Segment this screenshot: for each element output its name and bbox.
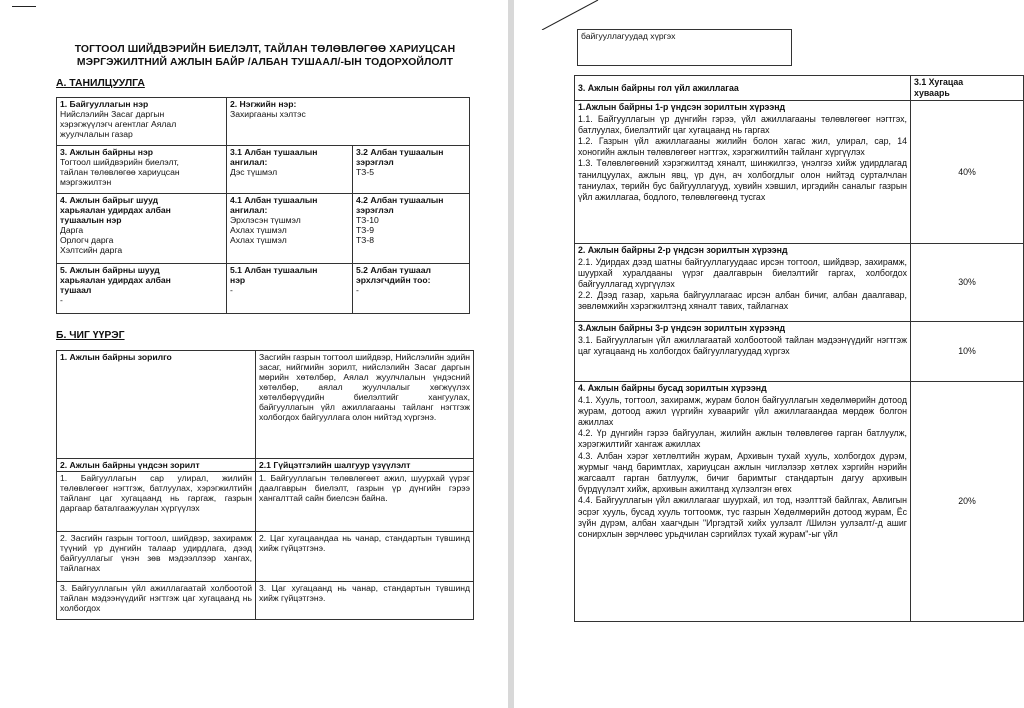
percent-1: 40%	[911, 101, 1024, 244]
cell-heading: 2. Ажлын байрны үндсэн зорилт	[60, 460, 200, 470]
cell-line: Эрхлэсэн түшмэл	[230, 215, 301, 225]
activity-group-2	[575, 244, 911, 322]
cell-line: ТЗ-10	[356, 215, 379, 225]
group-heading: 3.Ажлын байрны 3-р үндсэн зорилтын хүрээнд	[578, 323, 786, 334]
document-page-right	[514, 0, 1024, 708]
cell-heading: харьяалан удирдах албан	[60, 205, 171, 215]
group-heading: 4. Ажлын байрны бусад зорилтын хүрээнд	[578, 383, 767, 394]
list-item: 2.2. Дээд газар, харьяа байгууллагаас ирсэн албан бичиг, албан даалгавар, зөвлөмжийн хэрэгжилтэнд хяналт тавих, тайлагнах	[578, 290, 907, 312]
cell-heading: 4. Ажлын байрыг шууд	[60, 195, 159, 205]
cell-heading: зэрэглэл	[356, 157, 394, 167]
table-row	[57, 264, 470, 314]
subordinate-count-cell	[353, 264, 470, 314]
title-line-2: МЭРГЭЖИЛТНИЙ АЖЛЫН БАЙР /АЛБАН ТУШААЛ/-ЫН ТОДОРХОЙЛОЛТ	[76, 57, 454, 68]
cell-heading: 1. Байгууллагын нэр	[60, 99, 149, 109]
document-title	[50, 43, 480, 69]
cell-line: -	[356, 285, 359, 295]
supervisor-cell	[57, 194, 227, 264]
goal-label-cell	[57, 351, 256, 459]
cell-heading: 2.1 Гүйцэтгэлийн шалгуур үзүүлэлт	[259, 460, 411, 470]
main-goal-header	[57, 459, 256, 472]
table-row	[57, 351, 474, 459]
main-goal-2: 2. Засгийн газрын тогтоол, шийдвэр, захирамж түүний үр дүнгийн талаар удирдлага, дээд байгууллагыг үнэн зөв мэдээллээр хангах, тайлагнах	[57, 532, 256, 582]
cell-line: Хэлтсийн дарга	[60, 245, 123, 255]
table-row	[57, 532, 474, 582]
position-name-cell	[57, 146, 227, 194]
cell-line: ТЗ-5	[356, 167, 374, 177]
list-item: 2.1. Удирдах дээд шатны байгууллагуудаас ирсэн тогтоол, шийдвэр, захирамж, шуурхай хуралдааны үүрэг даалгаврын биелэлтийг гаргах, холбогдох байгууллагад хүргүүлэх	[578, 256, 907, 290]
cell-heading: 5. Ажлын байрны шууд	[60, 265, 160, 275]
cell-heading: 5.2 Албан тушаал	[356, 265, 431, 275]
activities-table	[574, 75, 1024, 622]
cell-line: Ахлах түшмэл	[230, 225, 287, 235]
cell-heading: тушаал	[60, 285, 92, 295]
cell-heading: эрхлэгчдийн тоо:	[356, 275, 431, 285]
list-item: 1.1. Байгууллагын үр дүнгийн гэрээ, үйл ажиллагааны төлөвлөгөөг нэгтгэх, батлуулах, биелэлтийг цаг хугацаанд нь гаргах	[578, 113, 907, 135]
kpi-2: 2. Цаг хугацаандаа нь чанар, стандартын түвшинд хийж гүйцэтгэнэ.	[256, 532, 474, 582]
cell-line: Орлогч дарга	[60, 235, 114, 245]
schedule-header	[911, 76, 1024, 101]
percent-4: 20%	[911, 382, 1024, 622]
cell-heading: 4.1 Албан тушаалын	[230, 195, 318, 205]
cell-heading: 3. Ажлын байрны гол үйл ажиллагаа	[578, 82, 739, 93]
group-heading: 2. Ажлын байрны 2-р үндсэн зорилтын хүрээнд	[578, 245, 788, 256]
list-item: 1.2. Газрын үйл ажиллагааны жилийн болон хагас жил, улирал, сар, 14 хоногийн ажлын төлөвлөгөөг нэгтгэх, хэрэгжилтийн тайланг хүргүүлэх	[578, 136, 907, 158]
cell-heading: ангилал:	[230, 157, 268, 167]
subordinate-name-cell	[227, 264, 353, 314]
table-row	[57, 146, 470, 194]
introduction-table	[56, 97, 470, 314]
list-item: 4.4. Байгууллагын үйл ажиллагааг шуурхай, ил тод, нээлттэй байлгах, Авлигын эсрэг хууль, бусад хууль тогтоомж, тус газрын Хөдөлмөрийн дотоод журам, Ёс зүйн дүрэм, албан хаагчдын "Иргэдтэй хийх уулзалт /Шилэн уулзалт/-д ашиг сонирхлын зөрчлөөс урьдчилан сэргийлэх тухай журам"-ыг үйл	[578, 495, 907, 540]
cell-line: -	[60, 295, 63, 305]
list-item: 3.1. Байгууллагын үйл ажиллагаатай холбоотоой тайлан мэдээнүүдийг нэгтгэж цаг хугацаанд нь холбогдох байгууллагуудад хүргэх	[578, 334, 907, 356]
cell-heading: 3. Ажлын байрны нэр	[60, 147, 153, 157]
document-page-left	[0, 0, 508, 708]
table-row	[57, 472, 474, 532]
table-row	[575, 76, 1024, 101]
continuation-table	[577, 29, 792, 66]
cell-line: жуулчлалын газар	[60, 129, 133, 139]
list-item: 4.2. Үр дүнгийн гэрээ байгуулан, жилийн ажлын төлөвлөгөө гарган батлуулж, хэрэгжилтийг хангаж ажиллах	[578, 428, 907, 450]
activity-group-1	[575, 101, 911, 244]
cell-line: Захиргааны хэлтэс	[230, 109, 306, 119]
table-row	[575, 101, 1024, 244]
activity-group-3	[575, 322, 911, 382]
duties-table	[56, 350, 474, 620]
table-row	[57, 194, 470, 264]
kpi-1: 1. Байгууллагын төлөвлөгөөт ажил, шуурхай үүрэг даалгаврын биелэлт, газрын үр дүнгийн гэрээ хангалттай сайн биелсэн байна.	[256, 472, 474, 532]
kpi-3: 3. Цаг хугацаанд нь чанар, стандартын түвшинд хийж гүйцэтгэнэ.	[256, 582, 474, 620]
cell-heading: 5.1 Албан тушаалын	[230, 265, 318, 275]
table-row	[578, 30, 792, 66]
section-b-heading: Б. ЧИГ ҮҮРЭГ	[56, 330, 125, 341]
table-row	[575, 322, 1024, 382]
cell-heading: нэр	[230, 275, 246, 285]
cell-heading: 3.1 Хугацаа	[914, 77, 964, 87]
list-item: 1.3. Төлөвлөгөөний хэрэгжилтэд хяналт, шинжилгээ, үнэлгээ хийж удирдлагад танилцуулах, ажлын явц, үр дүн, ач холбогдлыг олон нийтэд сурталчлан таниулах, төрийн бус байгууллагууд, хувийн хэвшил, иргэдийн саналыг газрын үйл ажиллагаа, бодлого, төлөвлөгөөнд тусгах	[578, 158, 907, 203]
activities-header	[575, 76, 911, 101]
table-row	[57, 582, 474, 620]
title-line-1: ТОГТООЛ ШИЙДВЭРИЙН БИЕЛЭЛТ, ТАЙЛАН ТӨЛӨВЛӨГӨӨ ХАРИУЦСАН	[74, 44, 456, 55]
list-item: 4.1. Хууль, тогтоол, захирамж, журам болон байгууллагын хөдөлмөрийн дотоод журам, дотоод ажил үүргийн хуваарийг үйл ажиллагаандаа мөрдөж болгон ажиллах	[578, 394, 907, 428]
corner-mark	[12, 6, 36, 7]
table-row	[57, 98, 470, 146]
percent-3: 10%	[911, 322, 1024, 382]
table-row	[57, 459, 474, 472]
cell-line: тайлан төлөвлөгөө хариуцсан	[60, 167, 180, 177]
organization-cell	[57, 98, 227, 146]
group-heading: 1.Ажлын байрны 1-р үндсэн зорилтын хүрээнд	[578, 102, 786, 113]
cell-heading: ангилал:	[230, 205, 268, 215]
continuation-cell: байгууллагуудад хүргэх	[578, 30, 792, 66]
cell-line: Дарга	[60, 225, 84, 235]
unit-cell	[227, 98, 470, 146]
subordinate-cell	[57, 264, 227, 314]
cell-line: Тогтоол шийдвэрийн биелэлт,	[60, 157, 179, 167]
main-goal-1: 1. Байгууллагын сар улирал, жилийн төлөвлөгөөг нэгтгэж, батлуулах, хэрэгжилтийн тайланг цаг хугацаанд нь гаргаж, газрын даргаар баталгаажуулан хүргүүлэх	[57, 472, 256, 532]
cell-heading: харьяалан удирдах албан	[60, 275, 171, 285]
cell-heading: зэрэглэл	[356, 205, 394, 215]
goal-text-cell: Засгийн газрын тогтоол шийдвэр, Нийслэлийн эдийн засаг, нийгмийн зорилт, нийслэлийн Засаг даргын мөрийн хөтөлбөр, Аялал жуулчлалын үндэсний хөтөлбөр, аялал жуулчлалыг хөгжүүлэх хөтөлбөрүүдийн биелэлтийг хангуулах, байгууллагын үйл ажиллагааны тайланг нэгтгэж холбогдох байгууллага олон нийтэд хүргэнэ.	[256, 351, 474, 459]
percent-2: 30%	[911, 244, 1024, 322]
cell-line: Дэс түшмэл	[230, 167, 278, 177]
cell-line: Нийслэлийн Засаг даргын	[60, 109, 165, 119]
cell-line: Ахлах түшмэл	[230, 235, 287, 245]
cell-line: ТЗ-8	[356, 235, 374, 245]
cell-heading: 2. Нэгжийн нэр:	[230, 99, 297, 109]
position-grade-cell	[353, 146, 470, 194]
cell-heading: хуваарь	[914, 88, 950, 99]
cell-heading: 1. Ажлын байрны зорилго	[60, 352, 172, 362]
cell-line: -	[230, 285, 233, 295]
cell-heading: 3.1 Албан тушаалын	[230, 147, 318, 157]
cell-heading: 3.2 Албан тушаалын	[356, 147, 444, 157]
cell-heading: 4.2 Албан тушаалын	[356, 195, 444, 205]
kpi-header	[256, 459, 474, 472]
position-class-cell	[227, 146, 353, 194]
supervisor-grade-cell	[353, 194, 470, 264]
table-row	[575, 382, 1024, 622]
list-item: 4.3. Албан хэрэг хөтлөлтийн журам, Архивын тухай хууль, холбогдох дүрэм, журмыг чанд баримтлах, хариуцсан ажлын чиглэлээр хөтлөх хэргийн нэрийн жагсаалт гарган батлуулж, бичиг баримтыг стандартын дагуу архивын бүрдүүлэлт хийж, архивын ажилтанд хүлээлгэн өгөх	[578, 450, 907, 495]
cell-heading: тушаалын нэр	[60, 215, 122, 225]
section-a-heading: А. ТАНИЛЦУУЛГА	[56, 78, 145, 89]
activity-group-4	[575, 382, 911, 622]
table-row	[575, 244, 1024, 322]
cell-line: ТЗ-9	[356, 225, 374, 235]
cell-line: мэргэжилтэн	[60, 177, 112, 187]
scan-artifact-line	[540, 0, 600, 30]
cell-line: хэрэгжүүлэгч агентлаг Аялал	[60, 119, 177, 129]
main-goal-3: 3. Байгууллагын үйл ажиллагаатай холбоотой тайлан мэдээнүүдийг нэгтгэж цаг хугацаанд нь холбогдох	[57, 582, 256, 620]
supervisor-class-cell	[227, 194, 353, 264]
